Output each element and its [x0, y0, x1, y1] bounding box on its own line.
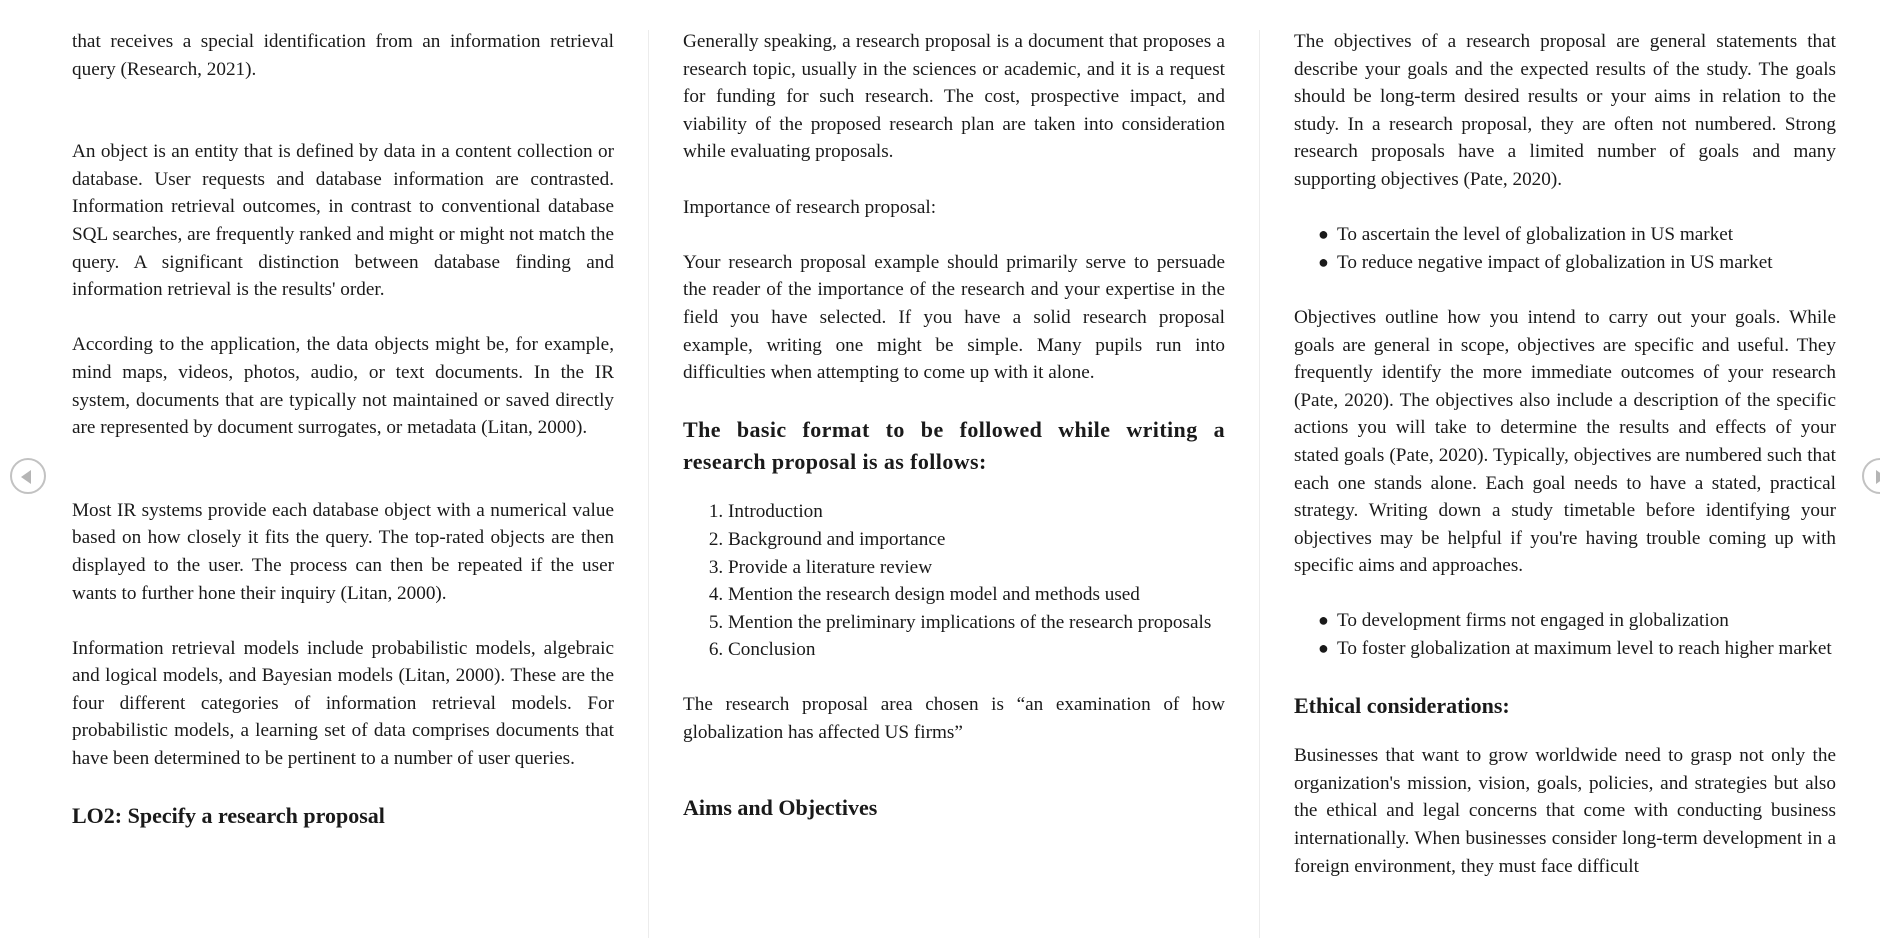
- list-item: [1318, 607, 1836, 635]
- paragraph: Information retrieval models include probabilistic models, algebraic and logical models, and Bayesian models (Litan, 2000). These are the four different categories of information retrieval models. For probabilistic models, a learning set of data comprises documents that have been determined to be pertinent to a number of user queries.: [72, 637, 614, 770]
- section-heading: Ethical considerations:: [1294, 693, 1510, 719]
- format-list: [683, 498, 1225, 664]
- section-heading: The basic format to be followed while writing a research proposal is as follows:: [683, 417, 1225, 475]
- text-column-2: [683, 28, 1225, 938]
- list-item-text: To ascertain the level of globalization in US market: [1337, 224, 1734, 246]
- paragraph: Importance of research proposal:: [683, 196, 937, 218]
- section-heading: LO2: Specify a research proposal: [72, 803, 385, 829]
- list-item: 2. Background and importance: [728, 526, 1225, 554]
- paragraph: Objectives outline how you intend to carry out your goals. While goals are general in scope, objectives are specific and useful. They frequently identify the more immediate outcomes of your research (Pate, 2020). The objectives also include a description of the specific actions you will take to determine the results and effects of your stated goals (Pate, 2020). Typically, objectives are numbered such that each one stands alone. Each goal needs to have a stated, practical strategy. Writing down a study timetable before identifying your objectives may be helpful if you're having trouble coming up with specific aims and approaches.: [1294, 306, 1836, 577]
- text-column-3: [1294, 28, 1836, 938]
- list-item-text: To foster globalization at maximum level to reach higher market: [1337, 638, 1832, 660]
- paragraph: The research proposal area chosen is “an examination of how globalization has affected US firms”: [683, 694, 1225, 744]
- list-item: 6. Conclusion: [728, 636, 1225, 664]
- bullet-icon: ●: [1318, 251, 1329, 272]
- column-divider: [648, 30, 649, 938]
- column-divider: [1259, 30, 1260, 938]
- list-item: [1318, 249, 1836, 277]
- next-page-button[interactable]: [1862, 458, 1880, 494]
- chevron-left-icon: [21, 470, 31, 484]
- paragraph: Generally speaking, a research proposal is a document that proposes a research topic, usually in the sciences or academic, and it is a request for funding for such research. The cost, prospective impact, and viability of the proposed research plan are taken into consideration while evaluating proposals.: [683, 31, 1225, 163]
- list-item-text: To reduce negative impact of globalization in US market: [1337, 251, 1773, 273]
- bullet-icon: ●: [1318, 638, 1329, 659]
- bullet-icon: ●: [1318, 610, 1329, 631]
- paragraph: Your research proposal example should primarily serve to persuade the reader of the importance of the research and your expertise in the field you have selected. If you have a solid research proposal example, writing one might be simple. Many pupils run into difficulties when attempting to come up with it alone.: [683, 251, 1225, 384]
- previous-page-button[interactable]: [10, 458, 46, 494]
- list-item: 4. Mention the research design model and methods used: [728, 581, 1225, 609]
- list-item: [1318, 635, 1836, 663]
- list-item: [1318, 221, 1836, 249]
- paragraph: The objectives of a research proposal are general statements that describe your goals and the expected results of the study. The goals should be long-term desired results or your aims in relation to the study. In a research proposal, they are often not numbered. Strong research proposals have a limited number of goals and many supporting objectives (Pate, 2020).: [1294, 31, 1836, 190]
- objectives-list: [1294, 607, 1836, 662]
- paragraph: that receives a special identification from an information retrieval query (Research, 2021).: [72, 31, 614, 80]
- list-item: 3. Provide a literature review: [728, 554, 1225, 582]
- text-column-1: [72, 28, 614, 938]
- paragraph: According to the application, the data objects might be, for example, mind maps, videos, photos, audio, or text documents. In the IR system, documents that are typically not maintained or saved directly are represented by document surrogates, or metadata (Litan, 2000).: [72, 334, 614, 439]
- chevron-right-icon: [1876, 470, 1880, 484]
- list-item-text: To development firms not engaged in globalization: [1337, 610, 1729, 632]
- paragraph: An object is an entity that is defined by data in a content collection or database. User requests and database information are contrasted. Information retrieval outcomes, in contrast to conventional database SQL searches, are frequently ranked and might or might not match the query. A significant distinction between database finding and information retrieval is the results' order.: [72, 141, 614, 301]
- section-heading: Aims and Objectives: [683, 794, 878, 820]
- paragraph: Most IR systems provide each database object with a numerical value based on how closely it fits the query. The top-rated objects are then displayed to the user. The process can then be repeated if the user wants to further hone their inquiry (Litan, 2000).: [72, 499, 614, 604]
- list-item: 5. Mention the preliminary implications of the research proposals: [728, 609, 1225, 637]
- list-item: 1. Introduction: [728, 498, 1225, 526]
- goals-list: [1294, 221, 1836, 276]
- paragraph: Businesses that want to grow worldwide need to grasp not only the organization's mission, vision, goals, policies, and strategies but also the ethical and legal concerns that come with conducting business internationally. When businesses consider long-term development in a foreign environment, they must face difficult: [1294, 745, 1836, 877]
- bullet-icon: ●: [1318, 224, 1329, 245]
